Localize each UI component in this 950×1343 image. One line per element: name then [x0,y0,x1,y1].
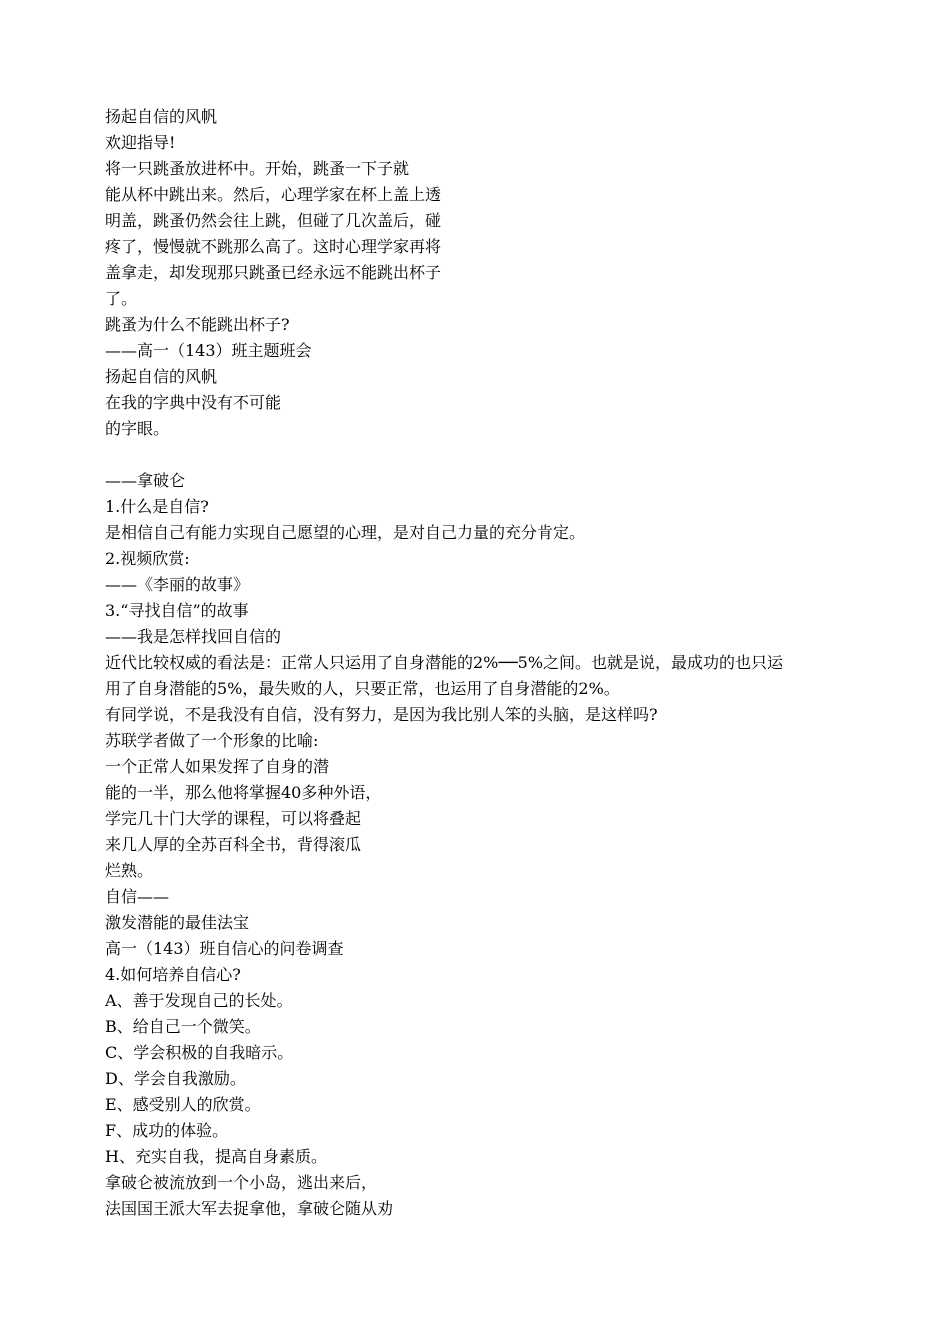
text-line: 能的一半，那么他将掌握40多种外语， [105,783,382,802]
text-line: 欢迎指导! [105,133,176,152]
text-line: 近代比较权威的看法是：正常人只运用了自身潜能的2%──5%之间。也就是说，最成功的也只运 [105,653,784,672]
text-line: 4.如何培养自信心? [105,965,241,984]
text-line: 疼了，慢慢就不跳那么高了。这时心理学家再将 [105,237,442,256]
text-line: F、成功的体验。 [105,1121,229,1140]
text-line: 高一（143）班自信心的问卷调查 [105,939,344,958]
text-line: ——高一（143）班主题班会 [105,341,312,360]
text-line: ——拿破仑 [105,471,186,490]
text-line: 用了自身潜能的5%，最失败的人，只要正常，也运用了自身潜能的2%。 [105,679,620,698]
text-line: 扬起自信的风帆 [105,367,218,386]
text-line: ——我是怎样找回自信的 [105,627,282,646]
text-line: H、充实自我，提高自身素质。 [105,1147,327,1166]
text-line: 自信—— [105,887,170,906]
text-line: 能从杯中跳出来。然后，心理学家在杯上盖上透 [105,185,442,204]
text-line: 是相信自己有能力实现自己愿望的心理，是对自己力量的充分肯定。 [105,523,586,542]
text-line: 盖拿走，却发现那只跳蚤已经永远不能跳出杯子 [105,263,442,282]
text-line: C、学会积极的自我暗示。 [105,1043,294,1062]
text-line: D、学会自我激励。 [105,1069,246,1088]
text-line: 激发潜能的最佳法宝 [105,913,250,932]
text-line: 有同学说，不是我没有自信，没有努力，是因为我比别人笨的头脑，是这样吗? [105,705,658,724]
text-line: 烂熟。 [105,861,154,880]
text-line: 了。 [105,289,138,308]
text-line: E、感受别人的欣赏。 [105,1095,261,1114]
text-line: 一个正常人如果发挥了自身的潜 [105,757,330,776]
text-line: 1.什么是自信? [105,497,209,516]
text-line: 在我的字典中没有不可能 [105,393,282,412]
text-line: 扬起自信的风帆 [105,107,218,126]
text-line: 学完几十门大学的课程，可以将叠起 [105,809,362,828]
blank-line [105,442,865,468]
text-line: 的字眼。 [105,419,170,438]
document-body [105,104,865,1222]
text-line: 跳蚤为什么不能跳出杯子? [105,315,290,334]
text-line: 2.视频欣赏: [105,549,190,568]
text-line: ——《李丽的故事》 [105,575,250,594]
text-line: B、给自己一个微笑。 [105,1017,261,1036]
text-line: 将一只跳蚤放进杯中。开始，跳蚤一下子就 [105,159,410,178]
text-line: 拿破仑被流放到一个小岛，逃出来后， [105,1173,378,1192]
text-line: 来几人厚的全苏百科全书，背得滚瓜 [105,835,362,854]
text-line: 3.“寻找自信”的故事 [105,601,249,620]
text-line: 明盖，跳蚤仍然会往上跳，但碰了几次盖后，碰 [105,211,442,230]
text-line: 苏联学者做了一个形象的比喻: [105,731,319,750]
text-line: A、善于发现自己的长处。 [105,991,293,1010]
text-line: 法国国王派大军去捉拿他，拿破仑随从劝 [105,1199,394,1218]
